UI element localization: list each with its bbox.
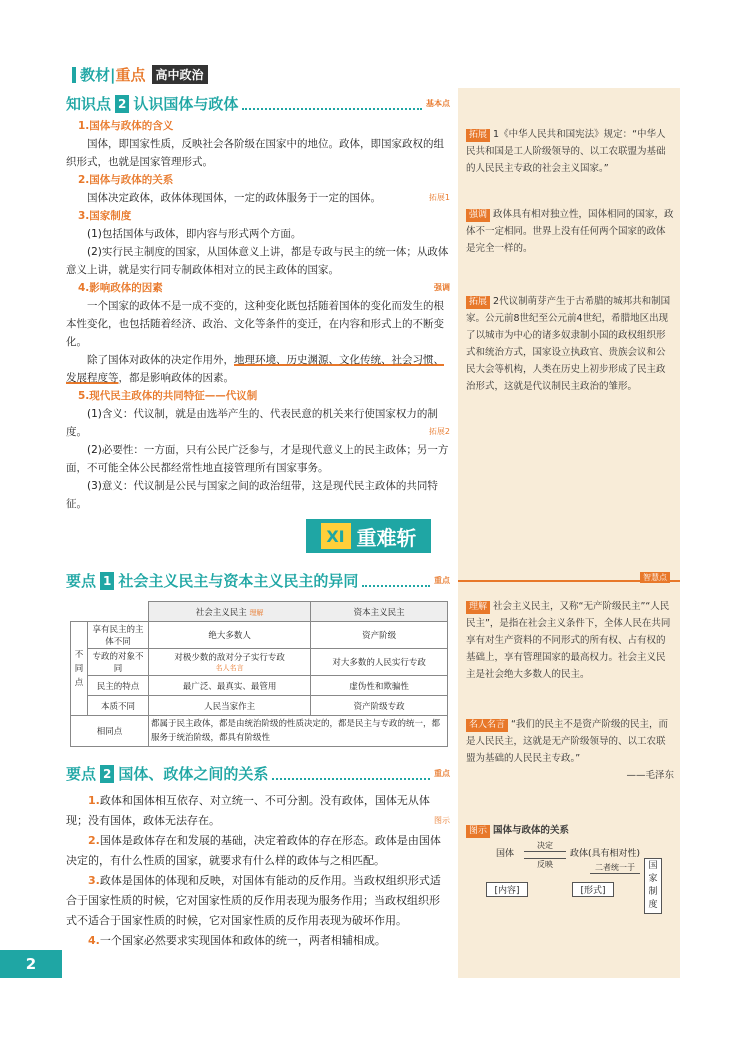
banner-icon: XI — [321, 523, 351, 549]
diagram-system: 国家制度 — [644, 858, 662, 914]
note-text: 《中华人民共和国宪法》规定：“中华人民共和国是工人阶级领导的、以工农联盟为基础的人民民主专政的社会主义国家。” — [466, 129, 666, 174]
header-book: 教材 — [80, 66, 111, 84]
row-group-label: 不同点 — [71, 622, 88, 716]
quote-author: ——毛泽东 — [626, 770, 674, 781]
table-row: 本质不同 人民当家作主 资产阶级专政 — [71, 696, 448, 716]
header-key: 重点 — [115, 66, 146, 84]
diagram-unity: 二者统一于 — [590, 862, 640, 874]
section-title: 知识点 2 认识国体与政体 基本点 — [66, 95, 450, 113]
running-header: 教材 | 重点 高中政治 — [72, 64, 208, 85]
section-banner — [306, 519, 431, 553]
note-extend-2: 拓展 2代议制萌芽产生于古希腊的城邦共和制国家。公元前8世纪至公元前4世纪，希腊地区出现了以城市为中心的诸多奴隶制小国的政权组织形式和统治方式，国家设立执政官、贵族会议和公民大会等机构，人类在历史上初步形成了民主政治形式，这就是代议制民主政治的雏形。 — [466, 296, 671, 392]
note-diagram-title: 图示 国体与政体的关系 — [466, 822, 674, 839]
note-text: 代议制萌芽产生于古希腊的城邦共和制国家。公元前8世纪至公元前4世纪，希腊地区出现了以城市为中心的诸多奴隶制小国的政权组织形式和统治方式，国家设立执政官、贵族会议和公民大会等机构，人类在历史上初步形成了民主政治形式，这就是代议制民主政治的雏形。 — [466, 296, 671, 392]
table-row: 不同点 享有民主的主体不同 绝大多数人 资产阶级 — [71, 622, 448, 649]
diagram-reflect: 反映 — [524, 858, 566, 870]
note-emphasis: 强调 政体具有相对独立性，国体相同的国家，政体不一定相同。世界上没有任何两个国家的政体是完全一样的。 — [466, 209, 674, 254]
ref-tag[interactable]: 强调 — [434, 283, 450, 292]
diagram-decide: 决定 — [524, 840, 566, 852]
ref-tag[interactable]: 拓展2 — [428, 427, 450, 436]
table-row: 民主的特点 最广泛、最真实、最管用 虚伪性和欺骗性 — [71, 676, 448, 696]
note-extend-1: 拓展 1《中华人民共和国宪法》规定：“中华人民共和国是工人阶级领导的、以工农联盟为基础的人民民主专政的社会主义国家。” — [466, 129, 666, 174]
section-knowledge-2: 知识点 2 认识国体与政体 基本点 1.国体与政体的含义 国体，即国家性质，反映社会各阶级在国家中的地位。政体，即国家政权的组织形式，也就是国家管理形式。 2.国体与政体的关系 国体决定政体，政体体现国体，一定的政体服务于一定的国体。 拓展1 3.国家制度 (1)包括国体与政体，即内容与形式两个方面。 (2)实行民主制度的国家，从国体意义上讲，都是专政与民主的统一体；从政体意义上讲，就是实行同专制政体相对立的民主政体的国家。 4.影响政体的因素 强调 一个国家的政体不是一成不变的，这种变化既包括随着国体的变化而发生的根本性变化，也包括随着经济、政治、文化等条件的变迁，在内容和形式上的不断变化。 除了国体对政体的决定作用外，地理环境、历史渊源、文化传统、社会习惯、发展程度等，都是影响政体的因素。 5.现代民主政体的共同特征——代议制 (1)含义：代议制，就是由选举产生的、代表民意的机关来行使国家权力的制度。 拓展2 (2)必要性：一方面，只有公民广泛参与，才是现代意义上的民主政体；另一方面，不可能全体公民都经常性地直接管理所有国家事务。 (3)意义：代议制是公民与国家之间的政治纽带，这是现代民主政体的共同特征。 — [66, 95, 450, 513]
note-text: “我们的民主不是资产阶级的民主，而是人民民主，这就是无产阶级领导的、以工农联盟为基础的人民民主专政。” — [466, 719, 668, 764]
table-row: 相同点 都属于民主政体，都是由统治阶级的性质决定的，都是民主与专政的统一，都服务于统治阶级，都具有阶级性 — [71, 716, 448, 747]
highlight: 地理环境、历史渊源、文化传统、社会习惯、发展程度等 — [66, 354, 444, 384]
subheading: 1.国体与政体的含义 — [78, 120, 174, 132]
section-point-2: 要点 2 国体、政体之间的关系 重点 1.政体和国体相互依存、对立统一、不可分割。没有政体，国体无从体现；没有国体，政体无法存在。 图示 2.国体是政体存在和发展的基础，决定着政体的存在形态。政体是由国体决定的，有什么性质的国家，就要求有什么样的政体与之相匹配。 3.政体是国体的体现和反映，对国体有能动的反作用。当政权组织形式适合于国家性质的时候，它对国家性质的反作用表现为服务作用；当政权组织形式不适合于国家性质的时候，它对国家性质的反作用表现为破坏作用。 4.一个国家必然要求实现国体和政体的统一，两者相辅相成。 — [66, 765, 450, 947]
section-title: 要点 1 社会主义民主与资本主义民主的异同 重点 — [66, 572, 450, 590]
paragraph: (2)必要性：一方面，只有公民广泛参与，才是现代意义上的民主政体；另一方面，不可能全体公民都经常性地直接管理所有国家事务。 — [66, 444, 449, 474]
section-title: 要点 2 国体、政体之间的关系 重点 — [66, 765, 450, 783]
note-text: 社会主义民主，又称“无产阶级民主”“人民民主”，是指在社会主义条件下，全体人民在共同享有对生产资料的不同形式的所有权、占有权的基础上，享有管理国家的最高权力。社会主义民主是社会绝大多数人的民主。 — [466, 601, 671, 680]
table-header: 资本主义民主 — [311, 602, 448, 622]
margin-tag: 智慧点 — [640, 572, 670, 583]
note-understand: 理解 社会主义民主，又称“无产阶级民主”“人民民主”，是指在社会主义条件下，全体人民在共同享有对生产资料的不同形式的所有权、占有权的基础上，享有管理国家的最高权力。社会主义民主是社会绝大多数人的民主。 — [466, 601, 671, 680]
diagram-zhengti: 政体(具有相对性) — [570, 849, 641, 859]
paragraph: 一个国家必然要求实现国体和政体的统一，两者相辅相成。 — [99, 934, 386, 947]
paragraph: (1)包括国体与政体，即内容与形式两个方面。 — [87, 228, 302, 240]
paragraph: 一个国家的政体不是一成不变的，这种变化既包括随着国体的变化而发生的根本性变化，也包括随着经济、政治、文化等条件的变迁，在内容和形式上的不断变化。 — [66, 300, 444, 348]
table-row: 专政的对象不同 对极少数的敌对分子实行专政 名人名言 对大多数的人民实行专政 — [71, 649, 448, 676]
ref-tag[interactable]: 图示 — [434, 816, 450, 825]
paragraph: (3)意义：代议制是公民与国家之间的政治纽带，这是现代民主政体的共同特征。 — [66, 480, 438, 510]
table-header: 社会主义民主 — [195, 607, 247, 618]
paragraph: 政体和国体相互依存、对立统一、不可分割。没有政体，国体无从体现；没有国体，政体无法存在。 — [66, 794, 430, 827]
diagram-content: [内容] — [486, 882, 528, 897]
paragraph: 国体是政体存在和发展的基础，决定着政体的存在形态。政体是由国体决定的，有什么性质的国家，就要求有什么样的政体与之相匹配。 — [66, 834, 441, 867]
paragraph: (1)含义：代议制，就是由选举产生的、代表民意的机关来行使国家权力的制度。 — [66, 408, 438, 438]
subheading: 5.现代民主政体的共同特征——代议制 — [78, 390, 258, 402]
subheading: 4.影响政体的因素 — [78, 282, 163, 294]
note-text: 政体具有相对独立性，国体相同的国家，政体不一定相同。世界上没有任何两个国家的政体是完全一样的。 — [466, 209, 674, 254]
paragraph: 政体是国体的体现和反映，对国体有能动的反作用。当政权组织形式适合于国家性质的时候，它对国家性质的反作用表现为服务作用；当政权组织形式不适合于国家性质的时候，它对国家性质的反作用表现为破坏作用。 — [66, 874, 441, 927]
note-quote: 名人名言 “我们的民主不是资产阶级的民主，而是人民民主，这就是无产阶级领导的、以工农联盟为基础的人民民主专政。” ——毛泽东 — [466, 716, 674, 784]
banner-title: 重难斩 — [356, 525, 417, 550]
paragraph: (2)实行民主制度的国家，从国体意义上讲，都是专政与民主的统一体；从政体意义上讲，就是实行同专制政体相对立的民主政体的国家。 — [66, 246, 449, 276]
paragraph: 国体，即国家性质，反映社会各阶级在国家中的地位。政体，即国家政权的组织形式，也就是国家管理形式。 — [66, 138, 444, 168]
relation-diagram — [466, 822, 674, 922]
page-number: 2 — [0, 950, 62, 978]
ref-tag[interactable]: 拓展1 — [428, 193, 450, 202]
comparison-table: 社会主义民主 理解 资本主义民主 不同点 享有民主的主体不同 绝大多数人 资产阶级 专政的对象不同 对极少数的敌对分子实行专政 名人名言 对大多数的人民实行专政 民主的特点 最广泛、最真实、最管用 虚伪性和欺骗性 本质不同 人民当家作主 资产阶级专政 相同点 都属于民主政体，都是由统治阶级的性质决定的，都是民主与专政的统一，都服务于统治阶级，都具有阶级性 — [70, 601, 448, 747]
section-point-1 — [66, 572, 450, 590]
header-subject: 高中政治 — [152, 65, 208, 84]
subheading: 2.国体与政体的关系 — [78, 174, 174, 186]
diagram-form: [形式] — [572, 882, 614, 897]
paragraph: 国体决定政体，政体体现国体，一定的政体服务于一定的国体。 — [87, 192, 381, 204]
header-bar — [72, 67, 76, 83]
subheading: 3.国家制度 — [78, 210, 132, 222]
diagram-guoti: 国体 — [496, 849, 515, 859]
